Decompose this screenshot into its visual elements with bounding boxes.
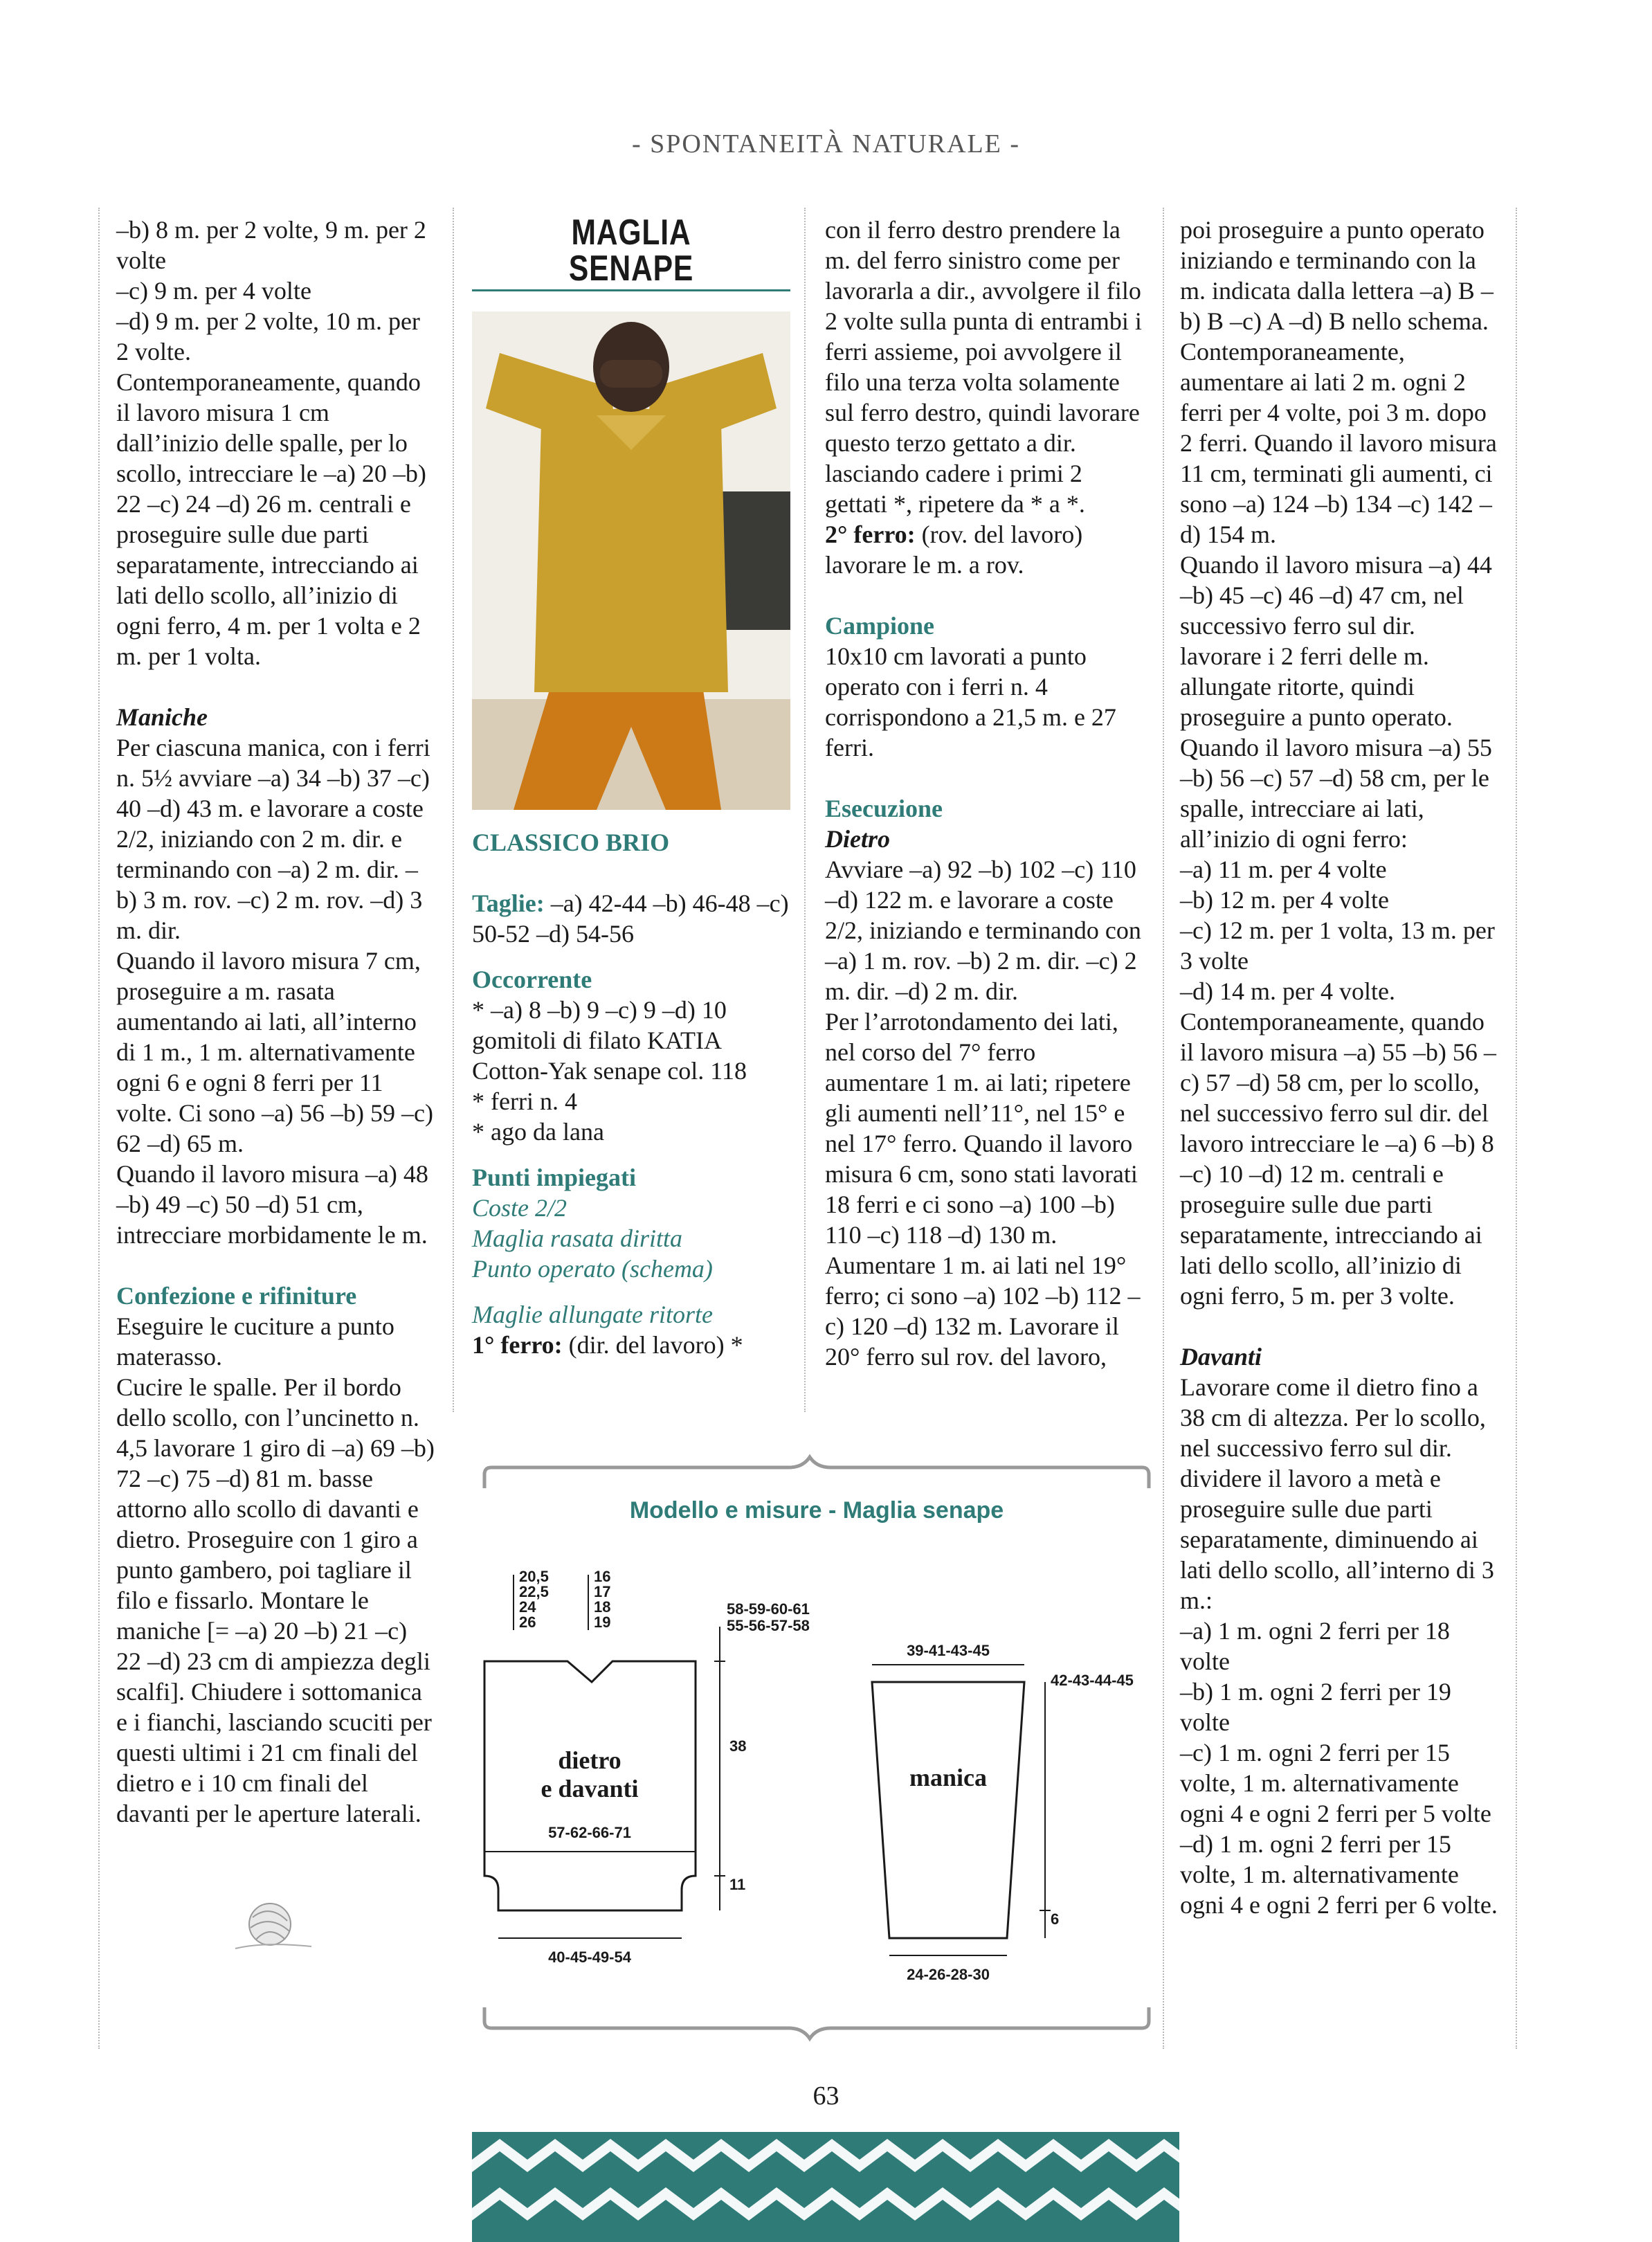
paragraph: Avviare –a) 92 –b) 102 –c) 110 –d) 122 m. e lavorare a coste 2/2, iniziando e terminando con –a) 1 m. rov. –b) 2 m. dir. –c) 2 m. dir. –d) 2 m. dir. xyxy=(825,856,1141,1005)
svg-text:40-45-49-54: 40-45-49-54 xyxy=(548,1949,631,1966)
list-item: * ferri n. 4 xyxy=(472,1087,577,1115)
paragraph: Quando il lavoro misura 7 cm, proseguire a m. rasata aumentando ai lati, all’interno di 1 m., 1 m. alternativamente ogni 6 e ogni 8 ferri per 11 volte. Ci sono –a) 56 –b) 59 –c) 62 –d) 65 m. xyxy=(116,947,433,1157)
paragraph: Contemporaneamente, quando il lavoro misura 1 cm dall’inizio delle spalle, per lo scollo, intrecciare le –a) 20 –b) 22 –c) 24 –d) 26 m. centrali e proseguire sulle due parti separatamente, intrecciando ai lati dello scollo, all’inizio di ogni ferro, 4 m. per 1 volta e 2 m. per 1 volta. xyxy=(116,368,426,670)
page-header: - SPONTANEITÀ NATURALE - xyxy=(631,129,1021,159)
stitch-name: Maglia rasata diritta xyxy=(472,1224,683,1252)
text-column-3 xyxy=(825,215,1143,1372)
text-column-2 xyxy=(472,827,790,1360)
text-column-1 xyxy=(116,215,436,1829)
svg-text:17: 17 xyxy=(594,1583,611,1600)
brand-name: CLASSICO BRIO xyxy=(472,829,670,856)
svg-text:39-41-43-45: 39-41-43-45 xyxy=(907,1642,990,1659)
paragraph: 1° ferro: (dir. del lavoro) * xyxy=(472,1331,743,1359)
paragraph: –b) 8 m. per 2 volte, 9 m. per 2 volte xyxy=(116,216,426,274)
column-divider xyxy=(98,208,100,2049)
measurement-diagram xyxy=(471,1454,1163,2042)
paragraph: con il ferro destro prendere la m. del ferro sinistro come per lavorarla a dir., avvolgere il filo 2 volte sulla punta di entrambi i ferri assieme, poi avvolgere il filo una terza volta solamente sul ferro destro, quindi lavorare questo terzo gettato a dir. lasciando cadere i primi 2 gettati *, ripetere da * a *. xyxy=(825,216,1142,518)
sleeve-piece xyxy=(872,1682,1024,1938)
section-heading-davanti: Davanti xyxy=(1180,1343,1262,1371)
paragraph: –d) 14 m. per 4 volte. xyxy=(1180,977,1395,1005)
paragraph: Contemporaneamente, aumentare ai lati 2 m. ogni 2 ferri per 4 volte, poi 3 m. dopo 2 ferri. Quando il lavoro misura 11 cm, terminati gli aumenti, ci sono –a) 124 –b) 134 –c) 142 –d) 154 m. xyxy=(1180,338,1497,548)
paragraph: 2° ferro: (rov. del lavoro) lavorare le m. a rov. xyxy=(825,521,1083,579)
column-divider xyxy=(1516,208,1517,2049)
yarn-ball-icon xyxy=(221,1897,325,1959)
page-number: 63 xyxy=(813,2081,839,2110)
paragraph: Per ciascuna manica, con i ferri n. 5½ avviare –a) 34 –b) 37 –c) 40 –d) 43 m. e lavorare a coste 2/2, iniziando con 2 m. dir. e terminando con –a) 2 m. dir. –b) 3 m. rov. –c) 2 m. rov. –d) 3 m. dir. xyxy=(116,734,430,944)
svg-text:24: 24 xyxy=(519,1598,536,1616)
svg-text:58-59-60-61: 58-59-60-61 xyxy=(727,1600,810,1618)
paragraph: –b) 1 m. ogni 2 ferri per 19 volte xyxy=(1180,1678,1451,1736)
svg-text:19: 19 xyxy=(594,1613,611,1631)
paragraph: Per l’arrotondamento dei lati, nel corso del 7° ferro aumentare 1 m. ai lati; ripetere gli aumenti nell’11°, nel 15° e nel 17° ferro. Quando il lavoro misura 6 cm, sono stati lavorati 18 ferri e ci sono –a) 100 –b) 110 –c) 118 –d) 130 m. Aumentare 1 m. ai lati nel 19° ferro; ci sono –a) 102 –b) 112 –c) 120 –d) 132 m. Lavorare il 20° ferro sul rov. del lavoro, xyxy=(825,1008,1141,1371)
paragraph: 10x10 cm lavorati a punto operato con i ferri n. 4 corrispondono a 21,5 m. e 27 ferri. xyxy=(825,642,1116,761)
section-heading-campione: Campione xyxy=(825,612,935,640)
section-heading-maniche: Maniche xyxy=(116,703,208,731)
neck-measures xyxy=(514,1568,610,1631)
paragraph: –b) 12 m. per 4 volte xyxy=(1180,886,1389,914)
paragraph: –c) 9 m. per 4 volte xyxy=(116,277,311,305)
paragraph: Eseguire le cuciture a punto materasso. xyxy=(116,1312,394,1371)
svg-text:57-62-66-71: 57-62-66-71 xyxy=(548,1824,631,1841)
paragraph: Cucire le spalle. Per il bordo dello scollo, con l’uncinetto n. 4,5 lavorare 1 giro di –a) 69 –b) 72 –c) 75 –d) 81 m. basse attorno allo scollo di davanti e dietro. Proseguire con 1 giro a punto gambero, poi tagliare il filo e fissarlo. Montare le maniche [= –a) 20 –b) 21 –c) 22 –d) 23 cm di ampiezza degli scalfi]. Chiudere i sottomanica e i fianchi, lasciando scuciti per questi ultimi i 21 cm finali del dietro e i 10 cm finali del davanti per le aperture laterali. xyxy=(116,1373,435,1827)
svg-text:22,5: 22,5 xyxy=(519,1583,549,1600)
svg-text:24-26-28-30: 24-26-28-30 xyxy=(907,1966,990,1983)
paragraph: –a) 11 m. per 4 volte xyxy=(1180,856,1387,883)
bottom-brace xyxy=(484,2007,1149,2038)
stitch-name: Coste 2/2 xyxy=(472,1194,568,1222)
stitch-name: Punto operato (schema) xyxy=(472,1255,713,1283)
paragraph: –d) 1 m. ogni 2 ferri per 15 volte, 1 m. alternativamente ogni 4 e ogni 2 ferri per 6 volte. xyxy=(1180,1830,1498,1919)
paragraph: Contemporaneamente, quando il lavoro misura –a) 55 –b) 56 –c) 57 –d) 58 cm, per lo scollo, nel successivo ferro sul dir. del lavoro intrecciare le –a) 6 –b) 8 –c) 10 –d) 12 m. centrali e proseguire sulle due parti separatamente, intrecciando ai lati dello scollo, all’inizio di ogni ferro, 5 m. per 3 volte. xyxy=(1180,1008,1496,1310)
paragraph: Quando il lavoro misura –a) 44 –b) 45 –c) 46 –d) 47 cm, nel successivo ferro sul dir. lavorare i 2 ferri delle m. allungate ritorte, quindi proseguire a punto operato. xyxy=(1180,551,1492,731)
column-divider xyxy=(804,208,806,1412)
diagram-title: Modello e misure - Maglia senape xyxy=(629,1497,1004,1524)
list-item: * –a) 8 –b) 9 –c) 9 –d) 10 gomitoli di filato KATIA Cotton-Yak senape col. 118 xyxy=(472,996,747,1085)
svg-text:55-56-57-58: 55-56-57-58 xyxy=(727,1617,810,1634)
svg-text:6: 6 xyxy=(1051,1910,1060,1928)
svg-text:e davanti: e davanti xyxy=(541,1775,639,1802)
svg-text:16: 16 xyxy=(594,1568,611,1585)
section-heading-confezione: Confezione e rifiniture xyxy=(116,1282,357,1310)
paragraph: Quando il lavoro misura –a) 55 –b) 56 –c) 57 –d) 58 cm, per le spalle, intrecciare ai lati, all’inizio di ogni ferro: xyxy=(1180,734,1492,853)
text-column-4 xyxy=(1180,215,1500,1920)
model-photo xyxy=(472,311,790,810)
svg-text:42-43-44-45: 42-43-44-45 xyxy=(1051,1672,1134,1689)
pattern-title: MAGLIA SENAPE xyxy=(568,213,694,289)
stitch-name: Maglie allungate ritorte xyxy=(472,1301,713,1328)
top-brace xyxy=(484,1457,1149,1488)
svg-text:20,5: 20,5 xyxy=(519,1568,549,1585)
sizes: Taglie: –a) 42-44 –b) 46-48 –c) 50-52 –d) 54-56 xyxy=(472,889,789,948)
svg-text:manica: manica xyxy=(909,1764,987,1791)
section-heading-dietro: Dietro xyxy=(825,825,890,853)
section-heading-occorrente: Occorrente xyxy=(472,966,592,993)
paragraph: Quando il lavoro misura –a) 48 –b) 49 –c) 50 –d) 51 cm, intrecciare morbidamente le m. xyxy=(116,1160,428,1249)
svg-text:26: 26 xyxy=(519,1613,536,1631)
list-item: * ago da lana xyxy=(472,1118,604,1146)
paragraph: –c) 12 m. per 1 volta, 13 m. per 3 volte xyxy=(1180,916,1495,975)
paragraph: Lavorare come il dietro fino a 38 cm di altezza. Per lo scollo, nel successivo ferro sul dir. dividere il lavoro a metà e proseguire sulle due parti separatamente, diminuendo ai lati dello scollo, all’interno di 3 m.: xyxy=(1180,1373,1494,1614)
title-underline xyxy=(472,289,790,291)
knit-pattern-band xyxy=(472,2132,1179,2242)
paragraph: –c) 1 m. ogni 2 ferri per 15 volte, 1 m. alternativamente ogni 4 e ogni 2 ferri per 5 volte xyxy=(1180,1739,1491,1827)
section-heading-punti: Punti impiegati xyxy=(472,1164,637,1191)
paragraph: –d) 9 m. per 2 volte, 10 m. per 2 volte. xyxy=(116,307,420,365)
svg-text:dietro: dietro xyxy=(558,1746,621,1774)
section-heading-esecuzione: Esecuzione xyxy=(825,795,943,822)
column-divider xyxy=(453,208,454,1412)
column-divider xyxy=(1163,208,1164,2049)
paragraph: –a) 1 m. ogni 2 ferri per 18 volte xyxy=(1180,1617,1450,1675)
svg-text:18: 18 xyxy=(594,1598,611,1616)
svg-text:11: 11 xyxy=(729,1876,746,1893)
svg-text:38: 38 xyxy=(729,1737,747,1755)
paragraph: poi proseguire a punto operato iniziando e terminando con la m. indicata dalla lettera –a) B –b) B –c) A –d) B nello schema. xyxy=(1180,216,1494,335)
